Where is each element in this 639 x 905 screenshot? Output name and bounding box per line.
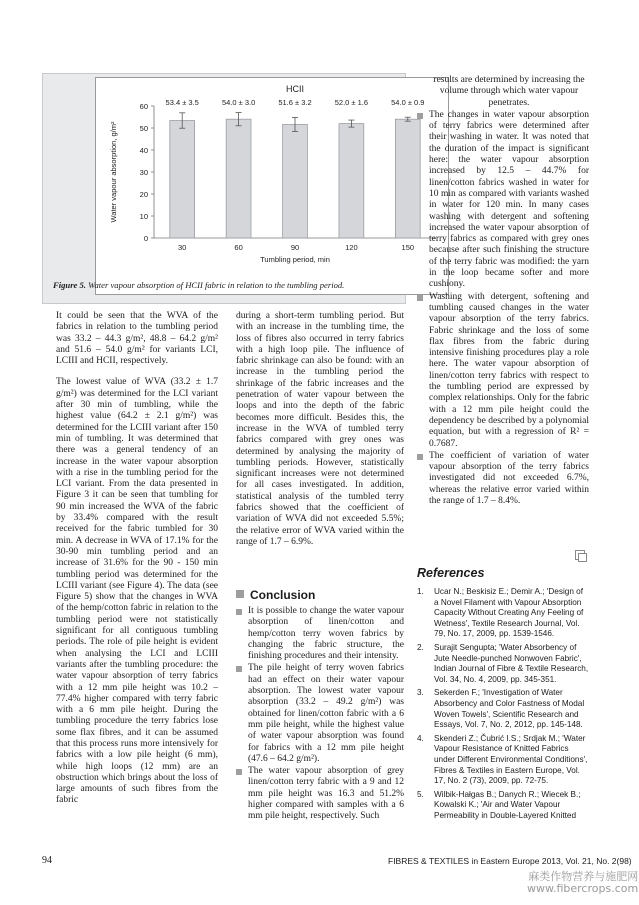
reference-number: 2. [417,642,424,652]
y-tick-label: 60 [139,102,148,111]
reference-number: 1. [417,587,424,596]
data-label: 54.0 ± 0.9 [391,98,425,107]
chart-title: HCII [286,84,304,94]
x-tick-label: 30 [178,243,187,252]
reference-text: Surajit Sengupta; 'Water Absorbency of Jute Needle-punched Nonwoven Fabric', Indian Journal of Fibre & Textile Research, Vol. 34, No. 4, 2009, pp. 345-351. [434,642,589,684]
bullet-item: Washing with detergent, softening and tumbling caused changes in the water vapour absorption of the terry fabrics. Fabric shrinkage and the loss of some flax fibres from the fabric during intensive finishing procedures play a role here. The water vapour absorption of linen/cotton terry fabrics with respect to the tumbling period are expressed by complex relationships. Only for the fabric with a 12 mm pile height could the dependency be described by a polynomial equation, but with a regression of R² = 0.7687. [417,292,589,450]
bar [170,121,195,238]
x-tick-label: 60 [234,243,243,252]
paragraph: during a short-term tumbling period. But with an increase in the tumbling time, the loss of fibres also occurred in terry fabrics with a high loop pile. The influence of fabric shrinkage can also be found: with an increase in the tumbling period the shrinkage of the fabric increases and the penetration of water vapour between the loops and into the depth of the fabric becomes more difficult. Besides this, the increase in the WVA of tumbled terry fabrics compared with grey ones was determined by analysing the majority of tumbling periods. However, statistically significant increases were not determined for all cases investigated. In addition, statistical analysis of the tumbled terry fabrics showed that the coefficient of variation of WVA did not exceeded 5.5%; the relative error of WVA varied within the range of 1.7 – 6.9%. [236,311,404,547]
paragraph: It could be seen that the WVA of the fabrics in relation to the tumbling period was 33.2 – 44.3 g/m², 48.8 – 64.2 g/m² and 51.6 – 54.0 g/m² for variants LCI, LCIII and HCII, respectively. [56,311,218,367]
journal-footer: FIBRES & TEXTILES in Eastern Europe 2013, Vol. 21, No. 2(98) [388,856,632,866]
bar [283,124,308,238]
x-tick-label: 120 [345,243,358,252]
bar [226,119,251,238]
conclusion-heading [236,588,315,602]
heading-square-icon [236,590,244,598]
data-label: 53.4 ± 3.5 [165,98,199,107]
bullet-item: The pile height of terry woven fabrics had an effect on their water vapour absorption. The lowest water vapour absorption (33.2 – 49.2 g/m²) was obtained for linen/cotton fabric with a 6 mm pile height, while the highest value of water vapour absorption was found for fabrics with a 12 mm pile height (47.6 – 64.2 g/m²). [236,663,404,765]
reference-text: Skenderi Z.; Čubrić I.S.; Srdjak M.; 'Water Vapour Resistance of Knitted Fabrics under Different Environmental Conditions', Fibres & Textiles in Eastern Europe, Vol. 17, No. 2 (73), 2009, pp. 72-75. [434,733,588,786]
page-number: 94 [42,855,52,866]
reference-text: Sekerden F.; 'Investigation of Water Absorbency and Color Fastness of Modal Woven Towels', Scientific Research and Essays, Vol. 7, No. 2, 2012, pp. 145-148. [434,688,585,730]
data-label: 51.6 ± 3.2 [278,98,312,107]
watermark-line: 麻类作物营养与施肥网 [528,870,639,883]
figure-caption-label: Figure 5. [53,280,86,290]
figure-caption [53,280,403,291]
y-tick-label: 20 [139,190,148,199]
references-heading: References [417,566,485,580]
reference-text: Wilbik-Hałgas B.; Danych R.; Wiecek B.; Kowalski K.; 'Air and Water Vapour Permeability in Double-Layered Knitted [434,789,581,820]
reference-item [417,688,589,730]
watermark-line: www.fibercrops.com [527,882,639,895]
bullet-item: The coefficient of variation of water vapour absorption of the terry fabrics investigated did not exceeded 6.7%, whereas the relative error varied within the range of 1.7 – 8.4%. [417,451,589,507]
body-column-1 [56,311,218,817]
y-tick-label: 40 [139,146,148,155]
paragraph: results are determined by increasing the volume through which water vapour penetrates. [433,75,585,108]
reference-number: 3. [417,688,424,698]
reference-item [417,643,589,685]
bar [339,124,364,238]
x-tick-label: 150 [401,243,415,252]
body-column-3 [417,75,589,508]
y-axis-label: Water vapour absorption, g/m² [109,121,118,223]
data-label: 52.0 ± 1.6 [334,98,369,107]
paragraph: The lowest value of WVA (33.2 ± 1.7 g/m²) was determined for the LCI variant after 30 min of tumbling, while the highest value (64.2 ± 2.1 g/m²) was determined for the LCIII variant after 150 min of tumbling. It was determined that there was a general tendency of an increase in the water vapour absorption with a rise in the tumbling period for the LCI variant. From the data presented in Figure 3 it can be seen that tumbling for 90 min increased the WVA of the fabric by 33.4% compared with the result received for the fabric tumbled for 30 min. A decrease in WVA of 17.1% for the 30-90 min tumbling period and an increase of 31.6% for the 90 - 150 min tumbling period was determined for the LCIII variant (see Figure 4). The data (see Figure 5) show that the changes in WVA of the hemp/cotton fabric in relation to the tumbling period were not statistically significant for all contiguous tumbling periods. The role of pile height is evident when analysing the LCI and LCIII variants after the tumbling procedure: the water vapour absorption of terry fabrics with a 12 mm pile height was 10.2 – 77.4% higher compared with terry fabric with a 6 mm pile height. During the tumbling procedure the terry fabrics lose some flax fibres, and it can be assumed that this process runs more intensively for fabrics with a low pile height (6 mm), while high loops (12 mm) are an obstruction which brings about the loss of large amounts of such fibres from the fabric [56,377,218,806]
figure-caption-text: Water vapour absorption of HCII fabric in relation to the tumbling period. [88,280,345,290]
bullet-item: The water vapour absorption of grey linen/cotton terry fabric with a 9 and 12 mm pile height was 16.3 and 51.2% higher compared with samples with a 6 mm pile height, respectively. Such [236,766,404,822]
conclusion-bullets [236,606,404,824]
reference-item [417,790,589,822]
reference-item [417,734,589,787]
y-tick-label: 10 [139,212,148,221]
x-tick-label: 90 [290,243,300,252]
bullet-item: The changes in water vapour absorption of terry fabrics were determined after their washing in water. It was noted that the duration of the impact is significant here: the water vapour absorption increased by 12.5 – 44.7% for linen/cotton fabrics washed in water for 10 min as compared with variants washed in water for 120 min. In many cases washing with detergent and softening increased the water vapour absorption of terry fabrics as compared with grey ones because after such finishing the structure of the terry fabric was modified: the yarn in the loop became softer and more cushiony. [417,110,589,291]
y-tick-label: 50 [139,124,148,133]
y-tick-label: 0 [143,234,148,243]
bar-chart [96,78,448,294]
end-of-text-icon [575,550,585,560]
watermark [527,871,638,895]
y-tick-label: 30 [139,168,148,177]
reference-item [417,587,589,640]
conclusion-heading-text: Conclusion [250,588,316,602]
reference-text: Ucar N.; Beskisiz E.; Demir A.; 'Design of a Novel Filament with Vapour Absorption Capacity Without Creating Any Feeling of Wetness', Textile Research Journal, Vol. 79, No. 17, 2009, pp. 1539-1546. [434,587,584,639]
reference-number: 5. [417,789,424,799]
figure-frame [42,73,425,304]
x-axis-label: Tumbling period, min [260,255,330,264]
data-label: 54.0 ± 3.0 [221,98,256,107]
reference-number: 4. [417,733,424,743]
body-column-2 [236,311,404,548]
bullet-item: It is possible to change the water vapour absorption of linen/cotton and hemp/cotton terry woven fabrics by changing the fabric structure, the finishing procedures and their intensity. [236,606,404,662]
chart-panel [95,77,449,295]
references-list [417,587,589,824]
